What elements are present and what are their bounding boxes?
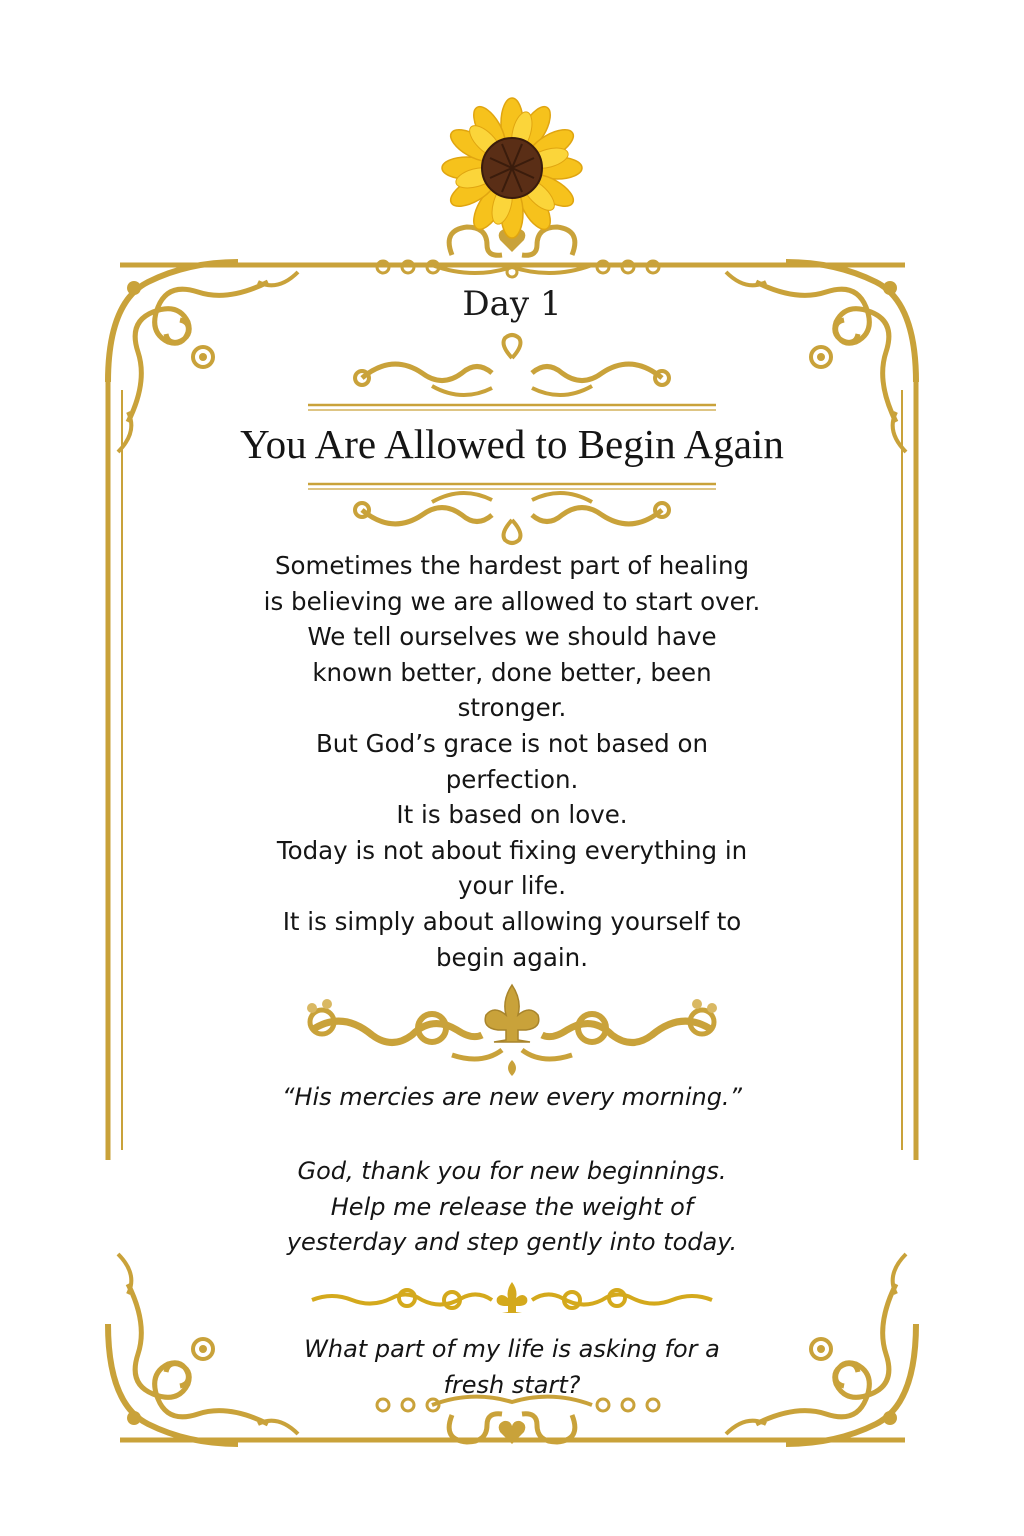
question-line: fresh start? <box>443 1370 581 1399</box>
body-line: perfection. <box>445 764 579 794</box>
body-line: known better, done better, been <box>312 657 712 687</box>
prayer-line: yesterday and step gently into today. <box>286 1228 738 1257</box>
body-line: begin again. <box>435 942 588 972</box>
fleur-de-lis-icon <box>485 985 539 1042</box>
body-line: But God’s grace is not based on <box>315 728 709 758</box>
body-line: It is based on love. <box>396 800 628 830</box>
body-line: We tell ourselves we should have <box>307 622 717 652</box>
prayer-line: God, thank you for new beginnings. <box>297 1157 727 1185</box>
body-text <box>0 548 1024 975</box>
prayer-text <box>0 1154 1024 1261</box>
fleur-de-lis-ornament-small <box>312 1282 712 1313</box>
title-divider-bottom <box>308 484 716 543</box>
body-line: Today is not about fixing everything in <box>276 835 748 865</box>
drop-ornament <box>508 1060 516 1076</box>
prayer-line: Help me release the weight of <box>330 1192 694 1221</box>
body-line: Sometimes the hardest part of healing <box>274 551 750 580</box>
scripture-verse: “His mercies are new every morning.” <box>281 1083 742 1111</box>
body-line: It is simply about allowing yourself to <box>282 906 742 936</box>
day-label: Day 1 <box>462 284 562 324</box>
body-line: stronger. <box>457 693 567 723</box>
question-line: What part of my life is asking for a <box>304 1335 720 1363</box>
body-line: is believing we are allowed to start over. <box>263 586 761 616</box>
sunflower-icon <box>442 98 582 238</box>
page-title: You Are Allowed to Begin Again <box>240 421 784 467</box>
reflection-question <box>0 1332 1024 1403</box>
body-line: your life. <box>458 871 566 901</box>
title-divider-top <box>308 335 716 410</box>
